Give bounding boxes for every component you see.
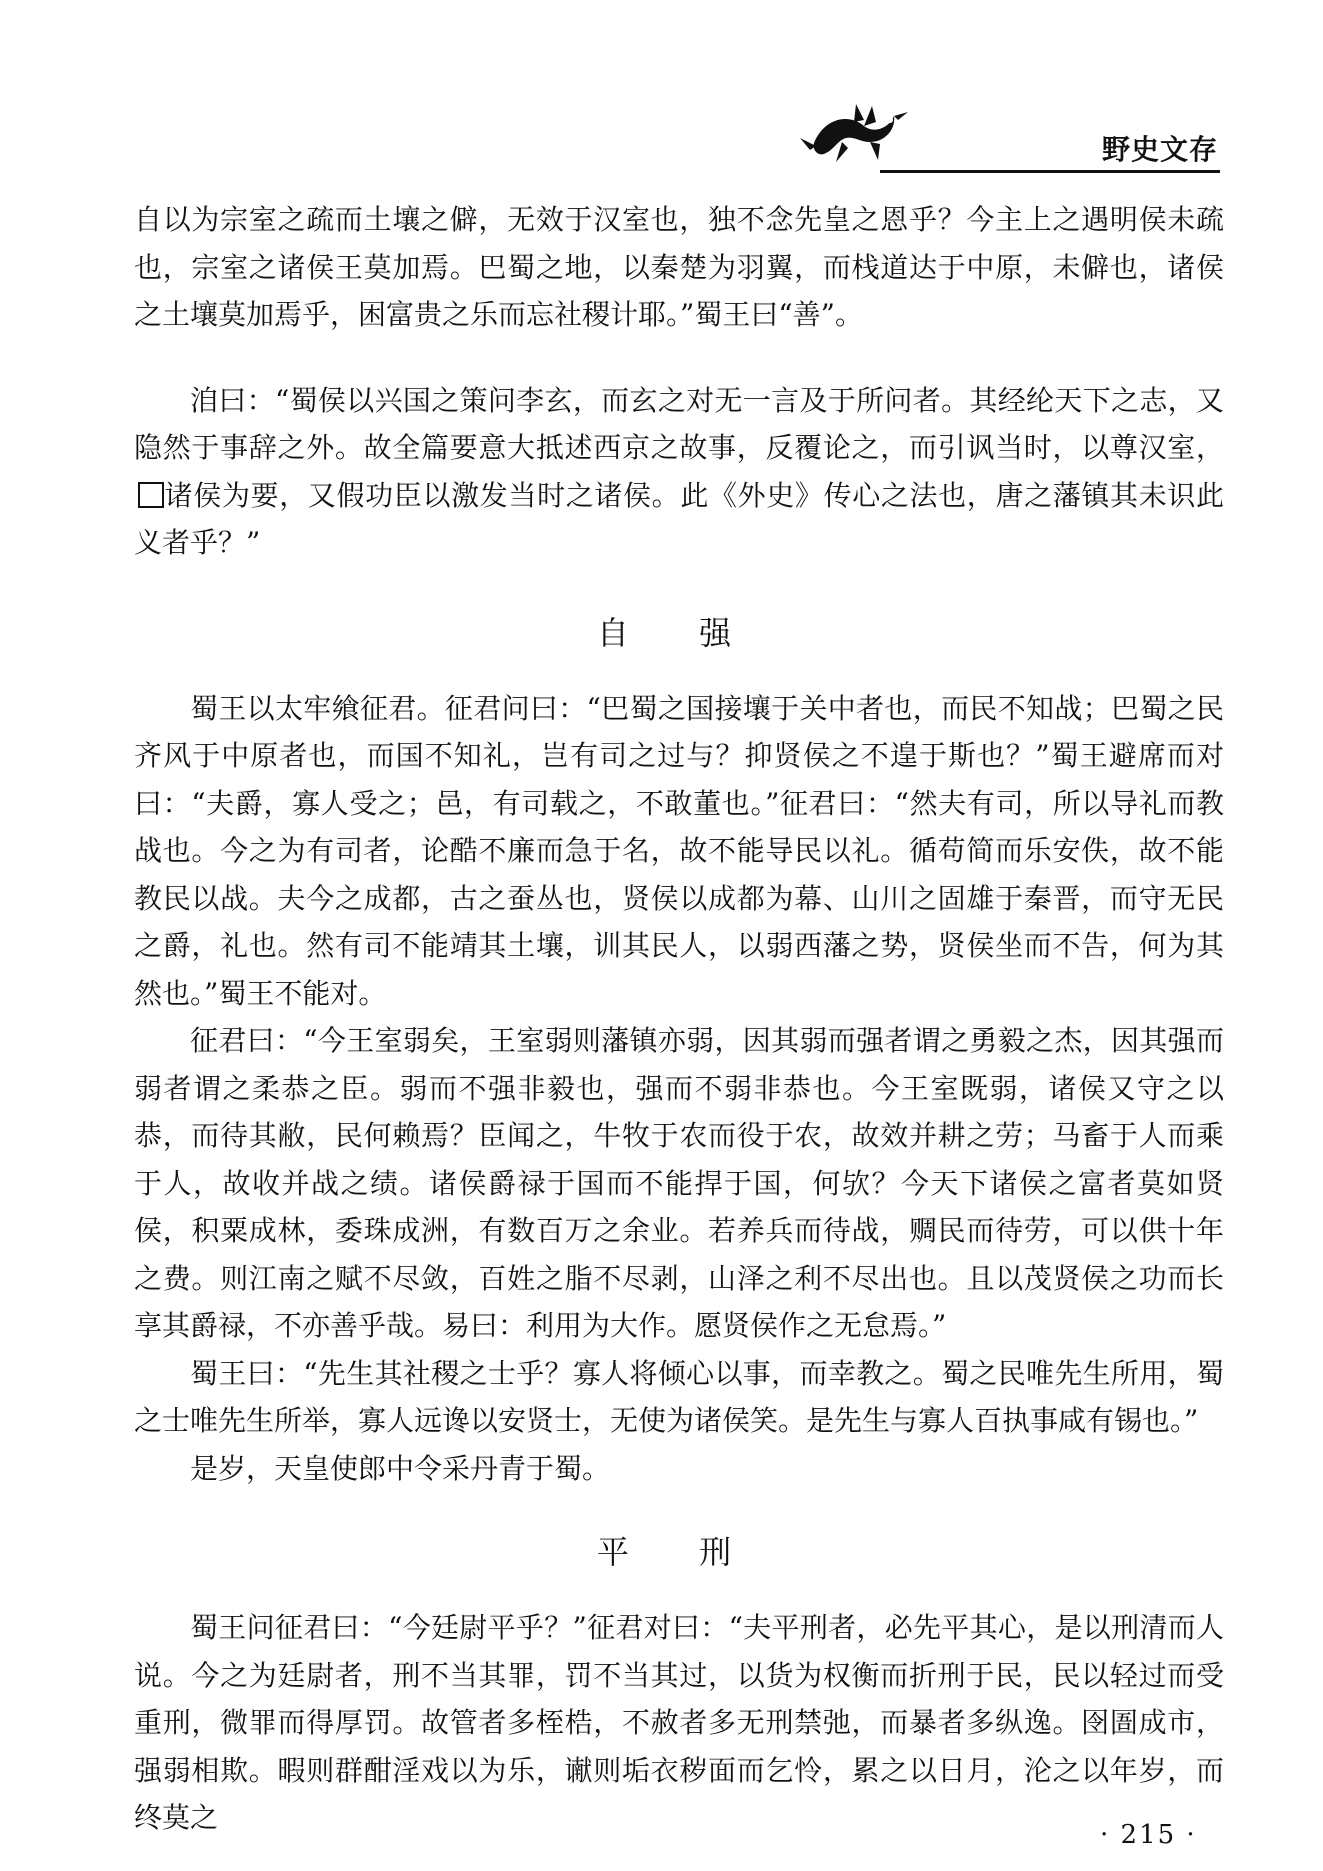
section-title: 平 刑 (596, 1533, 762, 1571)
commentary-section (134, 377, 1224, 567)
page-number: · 215 · (1100, 1820, 1197, 1850)
section-title: 自 强 (596, 613, 762, 652)
paragraph: 是岁，天皇使郎中令采丹青于蜀。 (190, 1451, 611, 1485)
commentary-text-continued: 诸侯为要，又假功臣以激发当时之诸侯。此《外史》传心之法也，唐之藩镇其未识此义者乎？” (134, 478, 1224, 559)
paragraph: 征君曰：“今王室弱矣，王室弱则藩镇亦弱，因其弱而强者谓之勇毅之杰，因其强而弱者谓之柔恭之臣。弱而不强非毅也，强而不弱非恭也。今王室既弱，诸侯又守之以恭，而待其敝，民何赖焉？臣闻之，牛牧于农而役于农，故效并耕之劳；马畜于人而乘于人，故收并战之绩。诸侯爵禄于国而不能捍于国，何欤？今天下诸侯之富者莫如贤侯，积粟成林，委珠成洲，有数百万之余业。若养兵而待战，赒民而待劳，可以供十年之费。则江南之赋不尽敛，百姓之脂不尽剥，山泽之利不尽出也。且以茂贤侯之功而长享其爵禄，不亦善乎哉。易曰：利用为大作。愿贤侯作之无怠焉。” (134, 1024, 1224, 1342)
section-ping-xing (134, 1532, 1224, 1842)
opening-section (134, 196, 1224, 339)
commentary-text: 洎曰：“蜀侯以兴国之策问李玄，而玄之对无一言及于所问者。其经纶天下之志，又隐然于事辞之外。故全篇要意大抵述西京之故事，反覆论之，而引讽当时，以尊汉室， (134, 383, 1224, 464)
paragraph: 蜀王问征君曰：“今廷尉平乎？”征君对曰：“夫平刑者，必先平其心，是以刑清而人说。今之为廷尉者，刑不当其罪，罚不当其过，以货为权衡而折刑于民，民以轻过而受重刑，微罪而得厚罚。故管者多桎梏，不赦者多无刑禁弛，而暴者多纵逸。囹圄成市，强弱相欺。暇则群酣淫戏以为乐，谳则垢衣秽面而乞怜，累之以日月，沦之以年岁，而终莫之 (134, 1611, 1224, 1834)
header-rule (880, 170, 1220, 173)
page-body (134, 196, 1224, 1842)
section-zi-qiang (134, 613, 1224, 1493)
paragraph: 自以为宗室之疏而土壤之僻，无效于汉室也，独不念先皇之恩乎？今主上之遇明侯未疏也，宗室之诸侯王莫加焉。巴蜀之地，以秦楚为羽翼，而栈道达于中原，未僻也，诸侯之土壤莫加焉乎，困富贵之乐而忘社稷计耶。”蜀王曰“善”。 (134, 203, 1224, 331)
book-title: 野史文存 (1101, 133, 1218, 166)
running-header (790, 96, 1230, 176)
paragraph: 蜀王曰：“先生其社稷之士乎？寡人将倾心以事，而幸教之。蜀之民唯先生所用，蜀之士唯先生所举，寡人远谗以安贤士，无使为诸侯笑。是先生与寡人百执事咸有锡也。” (134, 1356, 1224, 1437)
missing-character-box (138, 482, 164, 508)
dragon-emblem-icon (794, 98, 914, 168)
paragraph (134, 377, 1224, 567)
paragraph: 蜀王以太牢飨征君。征君问曰：“巴蜀之国接壤于关中者也，而民不知战；巴蜀之民齐风于中原者也，而国不知礼，岂有司之过与？抑贤侯之不遑于斯也？”蜀王避席而对曰：“夫爵，寡人受之；邑，有司载之，不敢董也。”征君曰：“然夫有司，所以导礼而教战也。今之为有司者，论酷不廉而急于名，故不能导民以礼。循苟简而乐安佚，故不能教民以战。夫今之成都，古之蚕丛也，贤侯以成都为幕、山川之固雄于秦晋，而守无民之爵，礼也。然有司不能靖其土壤，训其民人，以弱西藩之势，贤侯坐而不告，何为其然也。”蜀王不能对。 (134, 691, 1224, 1010)
